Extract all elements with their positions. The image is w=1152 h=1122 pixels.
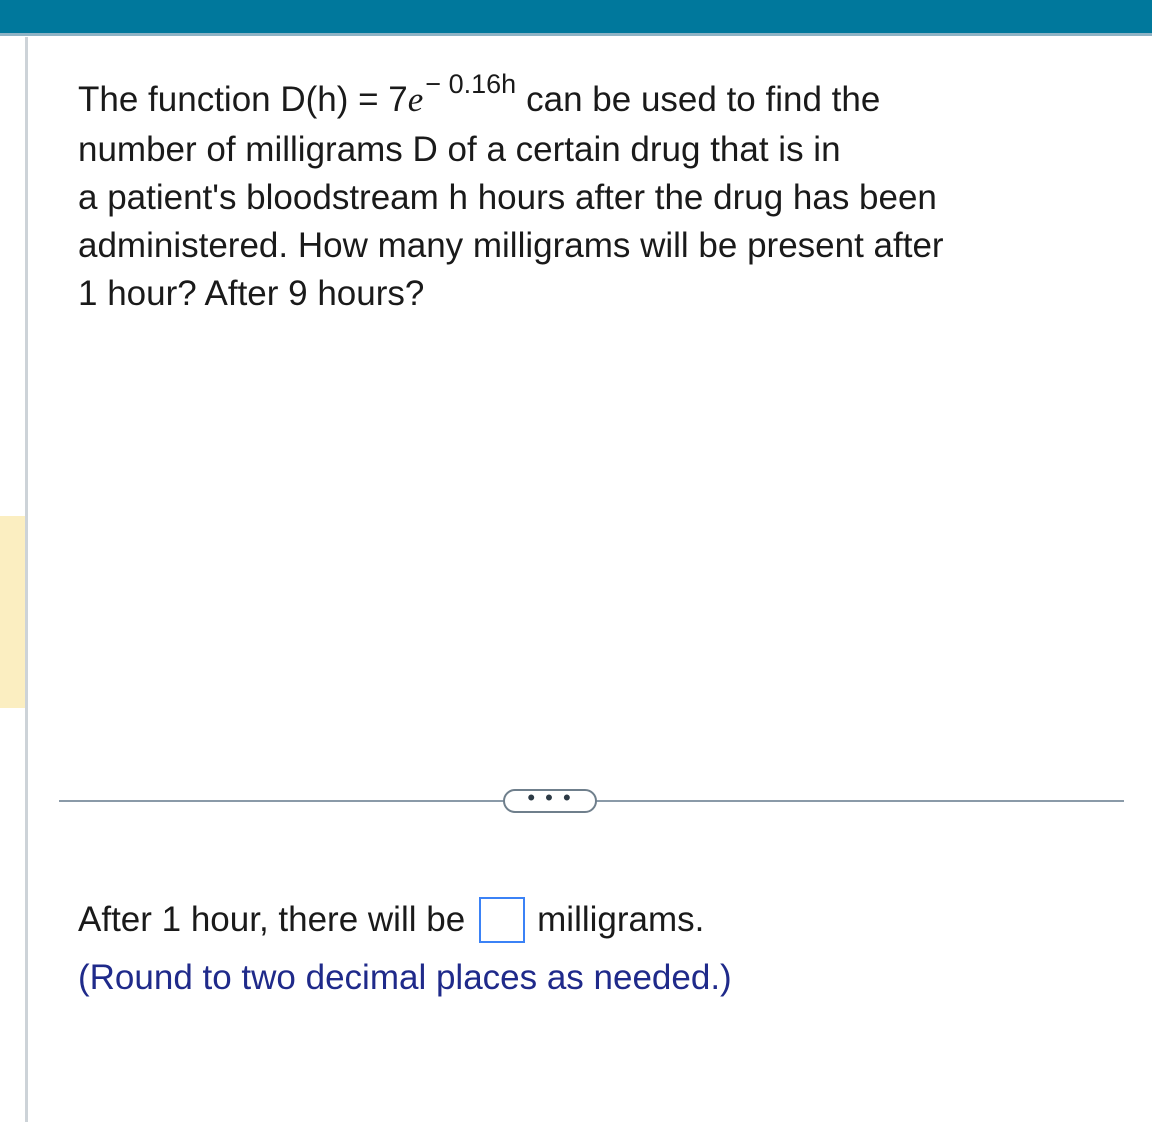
question-line-3: a patient's bloodstream h hours after the drug has been	[78, 178, 937, 217]
left-highlight-marker	[0, 516, 25, 708]
left-border-rule	[25, 37, 28, 1122]
answer-prefix: After 1 hour, there will be	[78, 900, 466, 939]
question-line-4: administered. How many milligrams will be present after	[78, 226, 944, 265]
question-text	[78, 69, 1078, 318]
formula-base-e: e	[407, 80, 424, 119]
answer-row	[78, 896, 704, 944]
question-line-5: 1 hour? After 9 hours?	[78, 274, 425, 313]
question-line-1	[78, 69, 1078, 126]
more-options-button[interactable]: • • •	[503, 789, 597, 813]
answer-input-box[interactable]	[479, 897, 525, 943]
formula-exponent: − 0.16h	[425, 69, 517, 99]
formula-lhs: The function D(h) = 7	[78, 80, 408, 119]
answer-suffix: milligrams.	[537, 900, 705, 939]
rounding-hint: (Round to two decimal places as needed.)	[78, 958, 732, 997]
top-bar	[0, 0, 1152, 36]
question-line-2: number of milligrams D of a certain drug that is in	[78, 130, 841, 169]
question-line-1-rest: can be used to find the	[526, 80, 881, 119]
